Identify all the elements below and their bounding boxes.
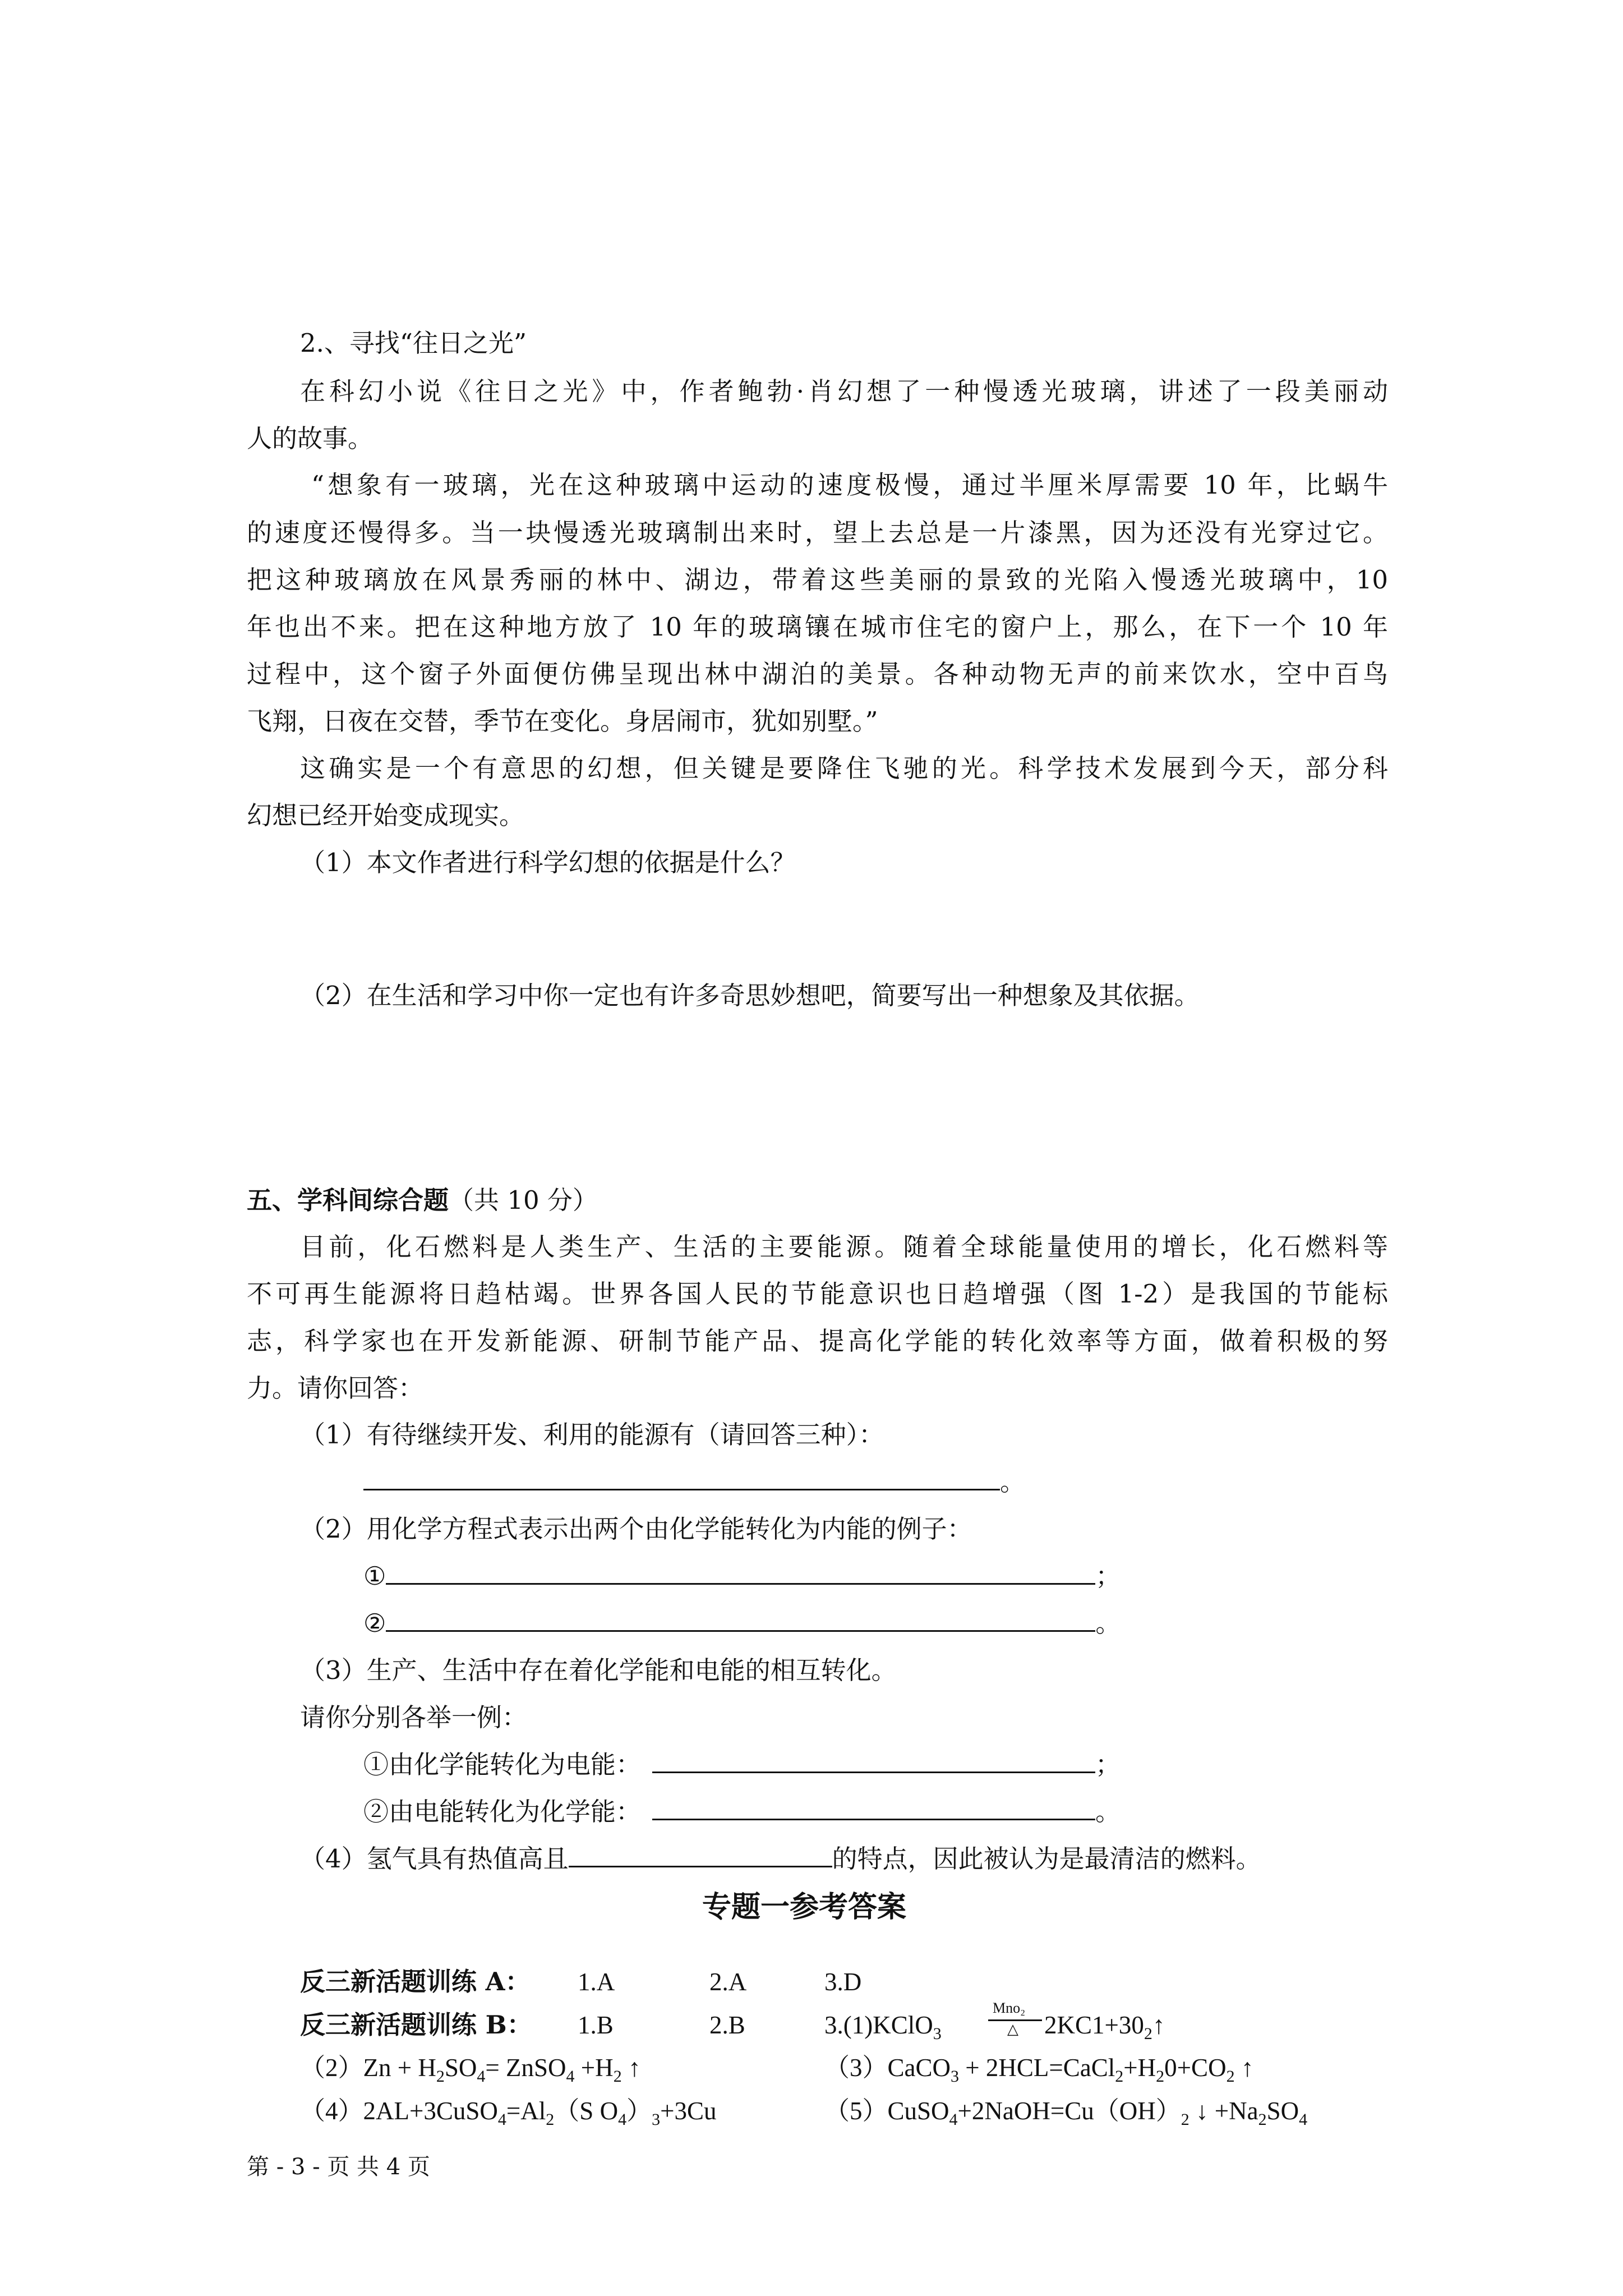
q2-answer-2 <box>363 1607 1121 1640</box>
intro-line-2: 人的故事。 <box>247 424 374 453</box>
answer-b-3-products <box>1044 2008 1165 2042</box>
equation-3: （3）CaCO$_3$ + $2HCL=CaCl_2+H_20+CO_2$ ↑ <box>824 2054 1254 2086</box>
q3-label-1: ①由化学能转化为电能： <box>363 1750 642 1779</box>
q4-line <box>300 1842 1261 1876</box>
answer-row-a <box>300 1965 531 1999</box>
answer-a-2: 2.A <box>709 1968 747 1996</box>
section-title <box>247 1184 598 1217</box>
q3-prompt: （3）生产、生活中存在着化学能和电能的相互转化。 <box>300 1655 897 1685</box>
sub-question-1: （1）本文作者进行科学幻想的依据是什么？ <box>300 848 796 877</box>
equation-5: $(5)CuSO_4+2NaOH=Cu(OH)_2$ ↓ $+Na_2SO_4$ <box>824 2097 1308 2129</box>
answer-a-3: 3.D <box>824 1968 862 1996</box>
intro-line-1: 在科幻小说《往日之光》中，作者鲍勃·肖幻想了一种慢透光玻璃，讲述了一段美丽动 <box>300 376 1388 406</box>
quote-line-3: 把这种玻璃放在风景秀丽的林中、湖边，带着这些美丽的景致的光陷入慢透光玻璃中，10 <box>247 565 1388 595</box>
q1-blank[interactable] <box>363 1466 1000 1490</box>
answer-b-3-reactant <box>824 2008 942 2042</box>
section-para-1: 目前，化石燃料是人类生产、生活的主要能源。随着全球能量使用的增长，化石燃料等 <box>300 1232 1388 1262</box>
kclo3-formula: 3.(1)KClO <box>824 2011 933 2039</box>
q3-blank-2[interactable] <box>652 1796 1095 1820</box>
gas-arrow-icon: ↑ <box>1152 2011 1165 2039</box>
q2-end-1: ； <box>1095 1561 1121 1591</box>
q2-blank-2[interactable] <box>386 1608 1095 1632</box>
answers-title: 专题一参考答案 <box>702 1890 907 1924</box>
quote-line-2: 的速度还慢得多。当一块慢透光玻璃制出来时，望上去总是一片漆黑，因为还没有光穿过它。 <box>247 518 1388 547</box>
q3-answer-1 <box>363 1748 1121 1782</box>
gas-arrow-icon: ↑ <box>1241 2054 1254 2082</box>
products-formula: 2KC1+30 <box>1044 2011 1144 2039</box>
q3-label-2: ②由电能转化为化学能： <box>363 1797 642 1826</box>
comment-line-2: 幻想已经开始变成现实。 <box>247 800 525 830</box>
quote-line-4: 年也出不来。把在这种地方放了 10 年的玻璃镶在城市住宅的窗户上，那么，在下一个 10 年 <box>247 612 1388 642</box>
q3-blank-1[interactable] <box>652 1749 1095 1773</box>
q2-end-2: 。 <box>1095 1608 1121 1638</box>
section-para-4: 力。请你回答： <box>247 1373 424 1403</box>
section-title-score: （共 10 分） <box>449 1185 598 1215</box>
q2-prompt: （2）用化学方程式表示出两个由化学能转化为内能的例子： <box>300 1514 972 1544</box>
section-para-3: 志，科学家也在开发新能源、研制节能产品、提高化学能的转化效率等方面，做着积极的努 <box>247 1326 1388 1356</box>
q1-prompt: （1）有待继续开发、利用的能源有（请回答三种）： <box>300 1420 884 1450</box>
q2-marker-2: ② <box>363 1608 386 1638</box>
q4-post: 的特点，因此被认为是最清洁的燃料。 <box>832 1844 1261 1874</box>
comment-line-1: 这确实是一个有意思的幻想，但关键是要降住飞驰的光。科学技术发展到今天，部分科 <box>300 753 1388 783</box>
equation-2: $(2)Zn + H_2SO_4=$ ZnSO$_4$ $+H_2$ ↑ <box>300 2054 641 2086</box>
q1-answer-line <box>363 1465 1025 1499</box>
reaction-condition-catalyst: Mno₂ <box>993 2000 1026 2016</box>
answer-b-label: 反三新活题训练 B： <box>300 2010 532 2040</box>
answer-row-b <box>300 2008 532 2042</box>
answer-a-label: 反三新活题训练 A： <box>300 1967 531 1996</box>
q3-end-1: ； <box>1095 1750 1121 1779</box>
q3-answer-2 <box>363 1795 1121 1829</box>
precipitate-arrow-icon: ↓ <box>1196 2097 1209 2125</box>
equation-4: $(4)2AL+3CuSO_4=Al_2(S$ $O_4)_3+3Cu$ <box>300 2097 717 2129</box>
quote-line-5: 过程中，这个窗子外面便仿佛呈现出林中湖泊的美景。各种动物无声的前来饮水，空中百鸟 <box>247 659 1388 689</box>
q3-sub-prompt: 请你分别各举一例： <box>300 1703 528 1732</box>
section-para-2: 不可再生能源将日趋枯竭。世界各国人民的节能意识也日趋增强（图 1-2）是我国的节能标 <box>247 1279 1388 1309</box>
q3-end-2: 。 <box>1095 1797 1121 1826</box>
answer-b-1: 1.B <box>578 2011 614 2039</box>
section-title-bold: 五、学科间综合题 <box>247 1185 449 1215</box>
kclo3-subscript: 3 <box>933 2024 942 2043</box>
answer-a-1: 1.A <box>578 1968 615 1996</box>
reaction-condition-heat: △ <box>1007 2021 1018 2038</box>
q4-pre: （4）氢气具有热值高且 <box>300 1844 569 1874</box>
o2-subscript: 2 <box>1144 2024 1152 2043</box>
question-title: 2.、寻找“往日之光” <box>300 328 527 358</box>
gas-arrow-icon: ↑ <box>628 2054 641 2082</box>
q2-marker-1: ① <box>363 1561 386 1591</box>
sub-question-2: （2）在生活和学习中你一定也有许多奇思妙想吧，简要写出一种想象及其依据。 <box>300 981 1200 1010</box>
quote-line-1: “想象有一玻璃，光在这种玻璃中运动的速度极慢，通过半厘米厚需要 10 年，比蜗牛 <box>311 470 1388 500</box>
q2-blank-1[interactable] <box>386 1561 1095 1585</box>
page-number: 第 - 3 - 页 共 4 页 <box>247 2154 430 2180</box>
q2-answer-1 <box>363 1559 1121 1593</box>
q4-blank[interactable] <box>569 1843 832 1867</box>
q1-end-mark: 。 <box>1000 1467 1026 1497</box>
quote-line-6: 飞翔，日夜在交替，季节在变化。身居闹市，犹如别墅。” <box>247 706 878 736</box>
answer-b-2: 2.B <box>709 2011 745 2039</box>
